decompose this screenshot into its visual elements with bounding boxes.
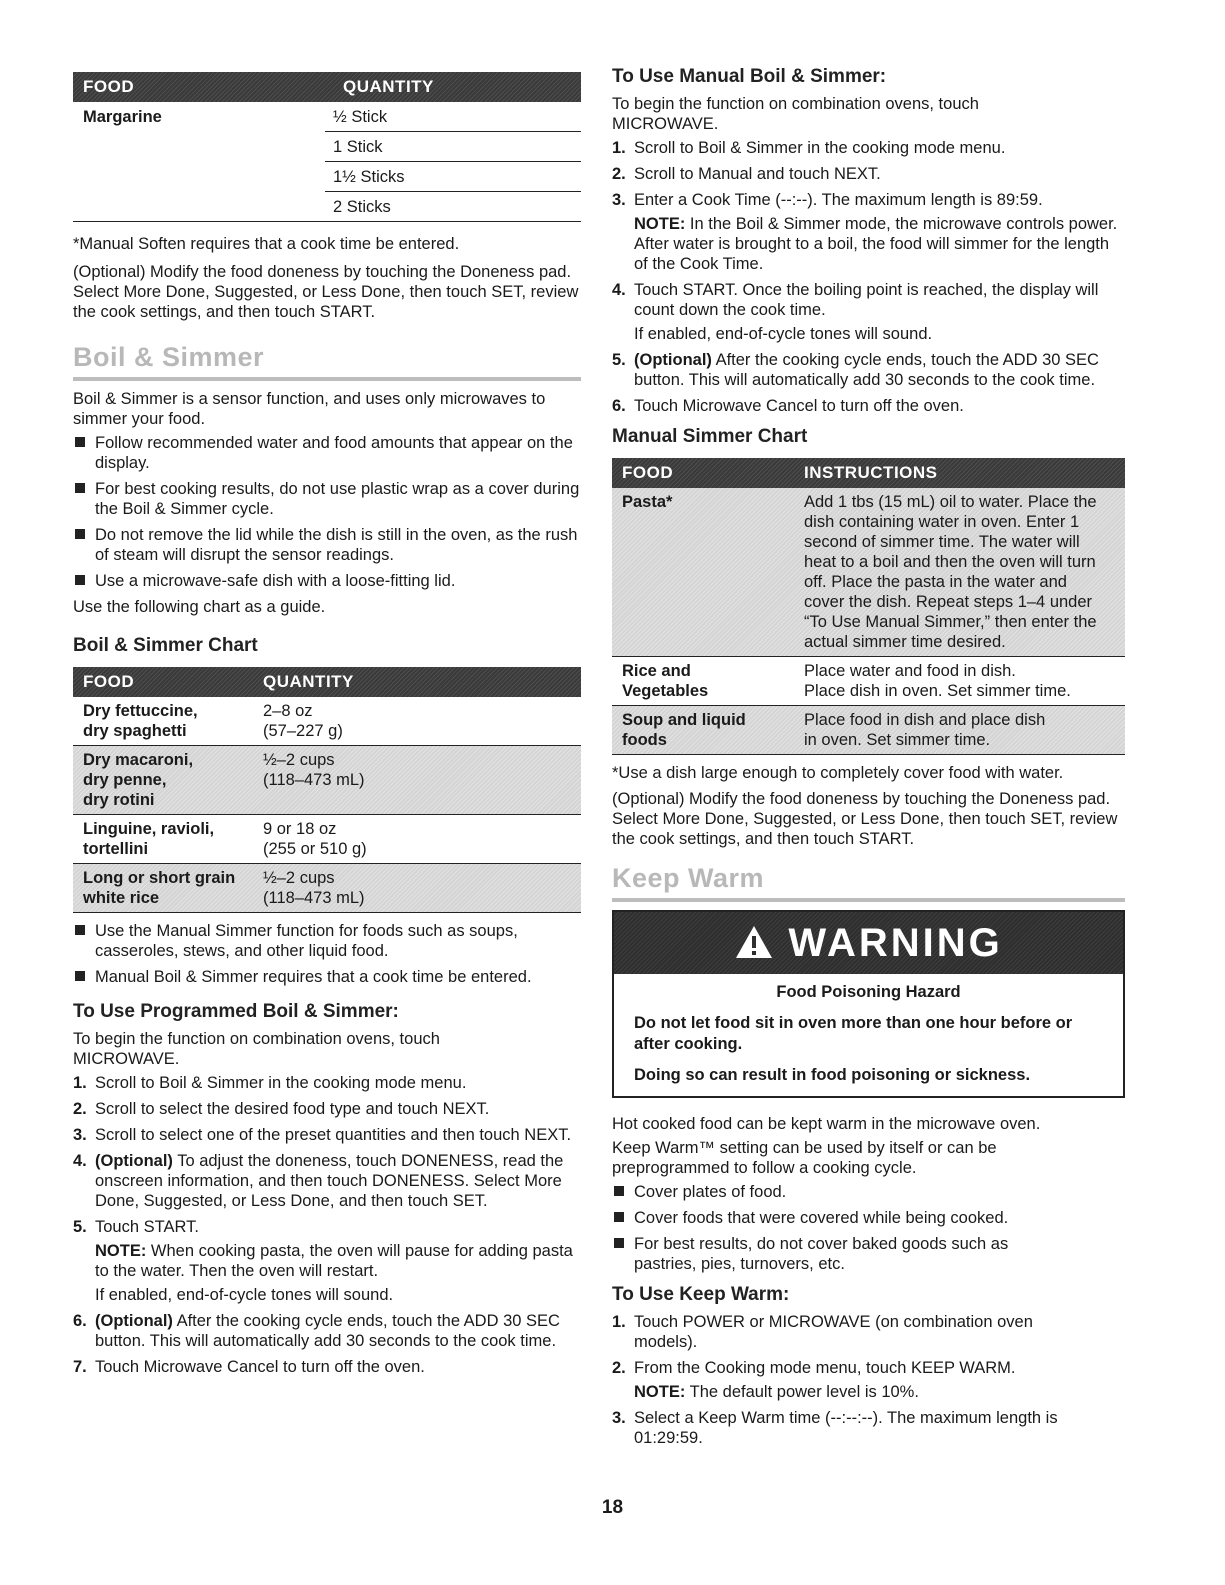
quantity-cell: 2 Sticks xyxy=(325,192,581,222)
step-item: 2. Scroll to Manual and touch NEXT. xyxy=(612,165,881,183)
list-item: For best results, do not cover baked goods such as pastries, pies, turnovers, etc. xyxy=(612,1234,1024,1274)
list-item: Manual Boil & Simmer requires that a cook time be entered. xyxy=(73,967,581,987)
warning-title: WARNING xyxy=(788,921,1003,965)
food-cell: Dry macaroni, dry penne, dry rotini xyxy=(83,750,194,809)
programmed-heading: To Use Programmed Boil & Simmer: xyxy=(73,1000,399,1022)
step-item: 3. Enter a Cook Time (--:--). The maximum length is 89:59. NOTE: In the Boil & Simmer mode, the microwave controls power. After water is brought to a boil, the food will simmer for the length of the Cook Time. xyxy=(612,190,1125,274)
keep-warm-use-heading: To Use Keep Warm: xyxy=(612,1284,790,1305)
step-item: 1. Scroll to Boil & Simmer in the cooking mode menu. xyxy=(612,139,1006,157)
warning-box xyxy=(612,910,1125,1098)
warning-line: Do not let food sit in oven more than one hour before or after cooking. xyxy=(634,1014,1073,1053)
doneness-note: (Optional) Modify the food doneness by touching the Doneness pad. Select More Done, Suggested, or Less Done, then touch SET, review the cook settings, and then touch START. xyxy=(73,262,579,321)
food-cell: Dry fettuccine, dry spaghetti xyxy=(83,701,198,740)
table-header-quantity: QUANTITY xyxy=(343,77,434,96)
warning-triangle-icon xyxy=(734,921,788,965)
step-item: 3. Scroll to select one of the preset quantities and then touch NEXT. xyxy=(73,1125,572,1144)
tones-note: If enabled, end-of-cycle tones will sound. xyxy=(95,1285,394,1304)
food-cell: Pasta* xyxy=(622,493,673,511)
table-row xyxy=(73,697,581,746)
quantity-cell: ½–2 cups (118–473 mL) xyxy=(263,868,365,907)
tones-note: If enabled, end-of-cycle tones will sound. xyxy=(634,325,933,343)
right-column xyxy=(612,66,1125,1454)
programmed-intro: To begin the function on combination ovens, touch MICROWAVE. xyxy=(73,1029,440,1068)
table-row xyxy=(612,706,1125,755)
table-row xyxy=(73,102,581,222)
manual-heading: To Use Manual Boil & Simmer: xyxy=(612,66,887,87)
manual-simmer-chart xyxy=(612,458,1125,755)
list-item: Follow recommended water and food amounts that appear on the display. xyxy=(73,433,581,473)
margarine-table xyxy=(73,72,581,222)
simmer-bullets xyxy=(73,921,581,987)
step-item: 1. Scroll to Boil & Simmer in the cooking mode menu. xyxy=(73,1073,467,1092)
quantity-cell: ½–2 cups (118–473 mL) xyxy=(263,750,365,789)
quantity-cell: 2–8 oz (57–227 g) xyxy=(263,701,343,740)
list-item: Use the Manual Simmer function for foods such as soups, casseroles, stews, and other liquid food. xyxy=(73,921,581,961)
food-cell: Rice and Vegetables xyxy=(622,662,709,700)
table-row xyxy=(612,488,1125,657)
list-item: Cover foods that were covered while being cooked. xyxy=(612,1208,1125,1228)
manual-steps xyxy=(612,138,1125,416)
boil-chart-title: Boil & Simmer Chart xyxy=(73,634,258,656)
food-cell: Margarine xyxy=(83,108,162,126)
keep-warm-text: Keep Warm™ setting can be used by itself or can be preprogrammed to follow a cooking cycle. xyxy=(612,1139,997,1177)
instructions-cell: Place food in dish and place dish in oven. Set simmer time. xyxy=(804,711,1046,749)
table-header-food: FOOD xyxy=(83,77,135,96)
left-column xyxy=(73,72,581,1383)
note: NOTE: The default power level is 10%. xyxy=(634,1383,919,1401)
step-item: 1. Touch POWER or MICROWAVE (on combination oven models). xyxy=(612,1313,1033,1351)
boil-bullets xyxy=(73,433,581,591)
warning-banner xyxy=(614,912,1123,974)
keep-warm-bullets xyxy=(612,1182,1125,1274)
instructions-cell: Place water and food in dish. Place dish in oven. Set simmer time. xyxy=(804,662,1071,700)
quantity-cell: ½ Stick xyxy=(325,102,581,132)
doneness-note: (Optional) Modify the food doneness by touching the Doneness pad. Select More Done, Suggested, or Less Done, then touch SET, review the cook settings, and then touch START. xyxy=(612,790,1118,848)
quantity-cell: 1 Stick xyxy=(325,132,581,162)
table-row xyxy=(612,657,1125,706)
step-item: 5. (Optional) After the cooking cycle ends, touch the ADD 30 SEC button. This will automatically add 30 seconds to the cook time. xyxy=(612,351,1099,389)
table-header-food: FOOD xyxy=(83,671,135,691)
quantity-cell: 9 or 18 oz (255 or 510 g) xyxy=(263,819,367,858)
table-header-quantity: QUANTITY xyxy=(263,671,354,691)
programmed-steps xyxy=(73,1073,581,1377)
keep-warm-heading: Keep Warm xyxy=(612,863,1125,902)
table-row xyxy=(73,864,581,913)
food-cell: Linguine, ravioli, tortellini xyxy=(83,819,215,858)
list-item: Cover plates of food. xyxy=(612,1182,1125,1202)
step-item: 6. (Optional) After the cooking cycle ends, touch the ADD 30 SEC button. This will automatically add 30 seconds to the cook time. xyxy=(73,1311,560,1350)
table-header-food: FOOD xyxy=(622,463,674,482)
food-cell: Long or short grain white rice xyxy=(83,868,236,907)
guide-text: Use the following chart as a guide. xyxy=(73,597,326,616)
step-item: 5. Touch START. NOTE: When cooking pasta, the oven will pause for adding pasta to the water. Then the oven will restart. If enabled, end-of-cycle tones will sound. xyxy=(73,1217,581,1305)
warning-subtitle: Food Poisoning Hazard xyxy=(776,983,961,1001)
list-item: Do not remove the lid while the dish is still in the oven, as the rush of steam will disrupt the sensor readings. xyxy=(73,525,581,565)
warning-line: Doing so can result in food poisoning or sickness. xyxy=(634,1066,1031,1084)
simmer-chart-title: Manual Simmer Chart xyxy=(612,426,808,447)
boil-intro: Boil & Simmer is a sensor function, and uses only microwaves to simmer your food. xyxy=(73,389,546,428)
instructions-cell: Add 1 tbs (15 mL) oil to water. Place the dish containing water in oven. Enter 1 second of simmer time. The water will heat to a boil and then the oven will turn off. Place the pasta in the water and cover the dish. Repeat steps 1–4 under “To Use Manual Simmer,” then enter the actual simmer time desired. xyxy=(804,493,1097,651)
quantity-cell: 1½ Sticks xyxy=(325,162,581,192)
step-item: 7. Touch Microwave Cancel to turn off the oven. xyxy=(73,1357,425,1376)
keep-warm-text: Hot cooked food can be kept warm in the microwave oven. xyxy=(612,1115,1041,1133)
step-item: 2. Scroll to select the desired food type and touch NEXT. xyxy=(73,1099,490,1118)
boil-simmer-heading: Boil & Simmer xyxy=(73,342,581,381)
note: NOTE: In the Boil & Simmer mode, the microwave controls power. After water is brought to a boil, the food will simmer for the length of the Cook Time. xyxy=(634,215,1118,273)
table-row xyxy=(73,815,581,864)
page-number: 18 xyxy=(601,1497,624,1518)
step-item: 4. (Optional) To adjust the doneness, touch DONENESS, read the onscreen information, and then touch DONENESS. Select More Done, Suggested, or Less Done, and then touch SET. xyxy=(73,1151,564,1210)
list-item: Use a microwave-safe dish with a loose-fitting lid. xyxy=(73,571,581,591)
note: NOTE: When cooking pasta, the oven will pause for adding pasta to the water. Then the oven will restart. xyxy=(95,1241,573,1280)
simmer-footnote: *Use a dish large enough to completely cover food with water. xyxy=(612,764,1064,782)
step-item: 2. From the Cooking mode menu, touch KEEP WARM. NOTE: The default power level is 10%. xyxy=(612,1358,1125,1402)
table-header-instructions: INSTRUCTIONS xyxy=(804,463,938,482)
food-cell: Soup and liquid foods xyxy=(622,711,746,749)
step-item: 4. Touch START. Once the boiling point is reached, the display will count down the cook time. If enabled, end-of-cycle tones will sound. xyxy=(612,280,1125,344)
keep-warm-steps xyxy=(612,1312,1125,1448)
step-item: 3. Select a Keep Warm time (--:--:--). The maximum length is 01:29:59. xyxy=(612,1409,1058,1447)
manual-intro: To begin the function on combination ovens, touch MICROWAVE. xyxy=(612,95,979,133)
table-row xyxy=(73,746,581,815)
soften-note: *Manual Soften requires that a cook time be entered. xyxy=(73,234,460,253)
list-item: For best cooking results, do not use plastic wrap as a cover during the Boil & Simmer cycle. xyxy=(73,479,581,519)
boil-simmer-chart xyxy=(73,667,581,913)
step-item: 6. Touch Microwave Cancel to turn off the oven. xyxy=(612,397,964,415)
